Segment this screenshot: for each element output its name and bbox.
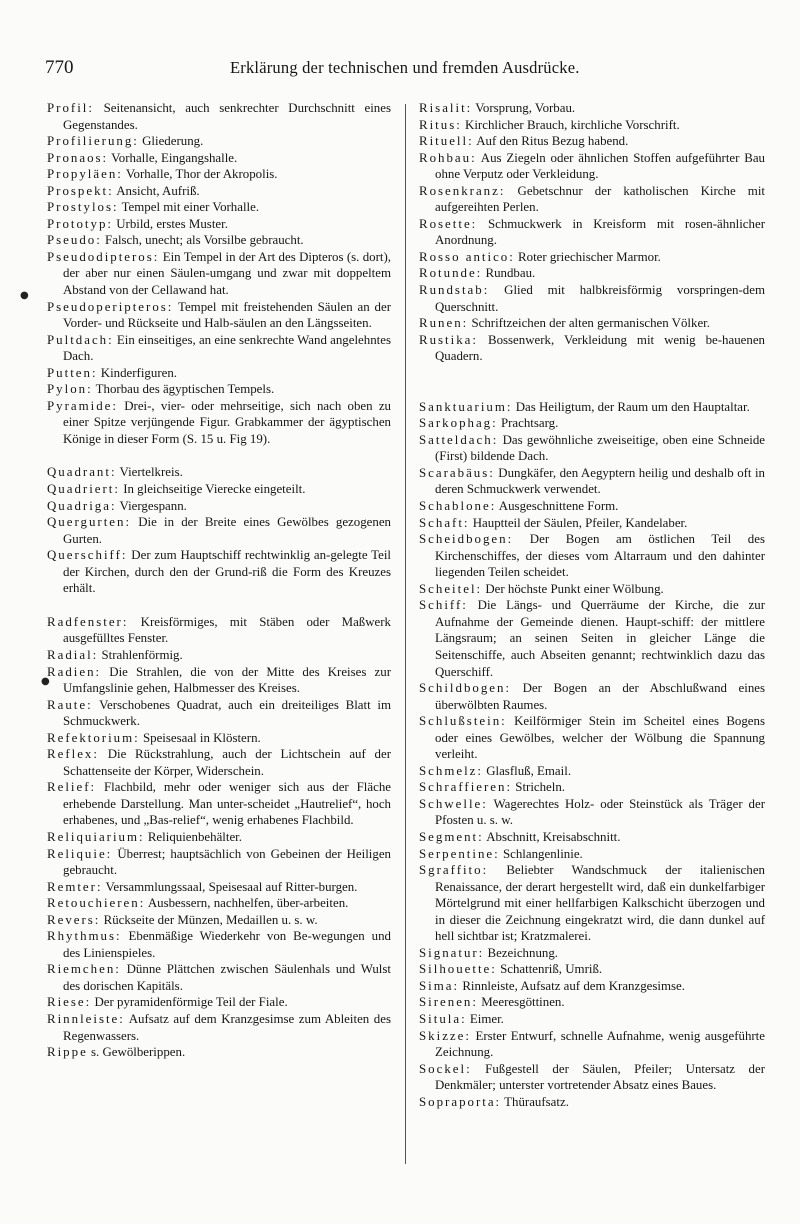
entry-term: Retouchieren: bbox=[47, 896, 146, 911]
glossary-entry bbox=[419, 713, 765, 763]
entry-term: Remter: bbox=[47, 879, 103, 894]
glossary-entry bbox=[47, 249, 391, 299]
entry-definition: Urbild, erstes Muster. bbox=[113, 216, 228, 231]
section-gap bbox=[47, 597, 391, 614]
glossary-entry bbox=[419, 1094, 765, 1111]
glossary-entry bbox=[47, 398, 391, 448]
glossary-entry bbox=[419, 1028, 765, 1061]
glossary-entry bbox=[47, 133, 391, 150]
entry-definition: Kirchlicher Brauch, kirchliche Vorschrift. bbox=[461, 117, 680, 132]
entry-definition: Roter griechischer Marmor. bbox=[514, 249, 661, 264]
glossary-entry bbox=[47, 912, 391, 929]
entry-term: Rosenkranz: bbox=[419, 183, 506, 198]
entry-term: Segment: bbox=[419, 829, 484, 844]
entry-definition: Ebenmäßige Wiederkehr von Be-wegungen und des Linienspieles. bbox=[63, 929, 391, 960]
entry-definition: Stricheln. bbox=[512, 780, 566, 795]
glossary-entry bbox=[419, 796, 765, 829]
entry-definition: s. Gewölberippen. bbox=[87, 1045, 186, 1060]
entry-term: Schmelz: bbox=[419, 763, 483, 778]
entry-term: Pyramide: bbox=[47, 398, 118, 413]
entry-definition: Speisesaal in Klöstern. bbox=[139, 730, 261, 745]
margin-mark: ● bbox=[41, 676, 50, 687]
entry-definition: Tempel mit einer Vorhalle. bbox=[118, 200, 260, 215]
entry-term: Quadrant: bbox=[47, 465, 117, 480]
entry-definition: Kinderfiguren. bbox=[97, 365, 177, 380]
entry-term: Rotunde: bbox=[419, 266, 483, 281]
entry-term: Skizze: bbox=[419, 1028, 471, 1043]
glossary-entry bbox=[419, 846, 765, 863]
glossary-entry bbox=[47, 994, 391, 1011]
glossary-entry bbox=[419, 133, 765, 150]
entry-definition: Ausgeschnittene Form. bbox=[496, 499, 619, 514]
glossary-entry bbox=[419, 216, 765, 249]
glossary-entry bbox=[47, 614, 391, 647]
entry-definition: Rinnleiste, Aufsatz auf dem Kranzgesimse. bbox=[459, 978, 685, 993]
entry-definition: Prachtsarg. bbox=[497, 416, 559, 431]
glossary-entry bbox=[47, 232, 391, 249]
entry-definition: Das Heiligtum, der Raum um den Hauptaltar. bbox=[512, 399, 750, 414]
entry-definition: Gliederung. bbox=[138, 134, 204, 149]
glossary-entry bbox=[47, 381, 391, 398]
entry-term: Schildbogen: bbox=[419, 681, 512, 696]
entry-term: Raute: bbox=[47, 697, 93, 712]
entry-term: Quadriert: bbox=[47, 482, 120, 497]
entry-definition: Rundbau. bbox=[482, 266, 536, 281]
entry-definition: Schriftzeichen der alten germanischen Völker. bbox=[468, 316, 710, 331]
entry-definition: Kreisförmiges, mit Stäben oder Maßwerk ausgefülltes Fenster. bbox=[63, 614, 391, 646]
glossary-entry bbox=[47, 746, 391, 779]
entry-term: Pseudoperipteros: bbox=[47, 299, 174, 314]
entry-definition: Ein Tempel in der Art des Dipteros (s. dort), der aber nur einen Säulen-umgang und zwar mit doppeltem Abstand von der Cellawand hat. bbox=[63, 249, 391, 298]
entry-term: Quergurten: bbox=[47, 515, 132, 530]
glossary-entry bbox=[47, 664, 391, 697]
entry-definition: Meeresgöttinen. bbox=[477, 995, 565, 1010]
entry-definition: Die Längs- und Querräume der Kirche, die zur Aufnahme der Gemeinde dienen. Haupt-schiff: der mittlere Längsraum; an seinen Seiten in gleicher Länge die Seitenschiffe, auch Abseiten genannt; rechtwinklich dazu das Querschiff. bbox=[435, 598, 765, 679]
entry-definition: Gebetschnur der katholischen Kirche mit aufgereihten Perlen. bbox=[435, 183, 765, 215]
glossary-entry bbox=[47, 216, 391, 233]
entry-definition: Schattenriß, Umriß. bbox=[496, 962, 603, 977]
entry-definition: Verschobenes Quadrat, auch ein dreiteiliges Blatt im Schmuckwerk. bbox=[63, 697, 391, 729]
glossary-entry bbox=[47, 730, 391, 747]
glossary-entry bbox=[47, 365, 391, 382]
glossary-entry bbox=[47, 100, 391, 133]
entry-definition: Ausbessern, nachhelfen, über-arbeiten. bbox=[145, 896, 349, 911]
glossary-entry bbox=[47, 464, 391, 481]
glossary-entry bbox=[47, 1011, 391, 1044]
entry-definition: Dungkäfer, den Aegyptern heilig und deshalb oft in deren Schmuckwerk verwendet. bbox=[435, 465, 765, 497]
entry-definition: Hauptteil der Säulen, Pfeiler, Kandelaber. bbox=[469, 515, 688, 530]
entry-definition: Abschnitt, Kreisabschnitt. bbox=[483, 829, 621, 844]
entry-term: Ritus: bbox=[419, 117, 462, 132]
glossary-entry bbox=[419, 432, 765, 465]
glossary-entry bbox=[47, 514, 391, 547]
entry-term: Prospekt: bbox=[47, 183, 114, 198]
entry-term: Schiff: bbox=[419, 598, 468, 613]
glossary-entry bbox=[419, 829, 765, 846]
glossary-entry bbox=[47, 647, 391, 664]
entry-definition: Die Rückstrahlung, auch der Lichtschein auf der Schattenseite der Körper, Widerschein. bbox=[63, 747, 391, 778]
entry-term: Scheitel: bbox=[419, 581, 483, 596]
entry-definition: Keilförmiger Stein im Scheitel eines Bogens oder eines Gewölbes, welcher der Wölbung die Spannung verleiht. bbox=[435, 714, 765, 762]
page-number: 770 bbox=[45, 57, 74, 78]
entry-term: Quadriga: bbox=[47, 498, 117, 513]
glossary-entry bbox=[47, 547, 391, 597]
entry-term: Propyläen: bbox=[47, 167, 123, 182]
glossary-entry bbox=[419, 399, 765, 416]
glossary-entry bbox=[47, 961, 391, 994]
glossary-entry bbox=[419, 465, 765, 498]
entry-term: Radfenster: bbox=[47, 614, 129, 629]
entry-term: Scheidbogen: bbox=[419, 532, 514, 547]
glossary-entry bbox=[419, 332, 765, 365]
entry-term: Serpentine: bbox=[419, 846, 500, 861]
entry-term: Refektorium: bbox=[47, 730, 140, 745]
glossary-entry bbox=[419, 862, 765, 945]
entry-definition: Versammlungssaal, Speisesaal auf Ritter-burgen. bbox=[102, 879, 358, 894]
entry-definition: Schmuckwerk in Kreisform mit rosen-ähnlicher Anordnung. bbox=[435, 216, 765, 248]
entry-definition: Eimer. bbox=[466, 1011, 504, 1026]
glossary-entry bbox=[419, 961, 765, 978]
glossary-entry bbox=[47, 928, 391, 961]
section-gap bbox=[419, 365, 765, 399]
glossary-entry bbox=[419, 945, 765, 962]
entry-definition: Aus Ziegeln oder ähnlichen Stoffen aufgeführter Bau ohne Verputz oder Verkleidung. bbox=[435, 150, 765, 182]
entry-definition: Wagerechtes Holz- oder Steinstück als Träger der Pfosten u. s. w. bbox=[435, 796, 765, 828]
entry-definition: Der zum Hauptschiff rechtwinklig an-gelegte Teil der Kirchen, durch den der Grund-riß die Form des Kreuzes erhält. bbox=[63, 548, 391, 596]
entry-term: Signatur: bbox=[419, 945, 485, 960]
entry-definition: Tempel mit freistehenden Säulen an der Vorder- und Rückseite und Halb-säulen an den Längsseiten. bbox=[63, 299, 391, 331]
entry-definition: Ein einseitiges, an eine senkrechte Wand angelehntes Dach. bbox=[63, 332, 391, 364]
entry-term: Schablone: bbox=[419, 499, 497, 514]
entry-definition: Strahlenförmig. bbox=[98, 647, 183, 662]
left-column bbox=[47, 100, 391, 1061]
entry-term: Rustika: bbox=[419, 332, 478, 347]
entry-term: Sarkophag: bbox=[419, 416, 498, 431]
entry-definition: Erster Entwurf, schnelle Aufnahme, wenig ausgeführte Zeichnung. bbox=[435, 1028, 765, 1060]
entry-term: Rosette: bbox=[419, 216, 478, 231]
entry-definition: Viertelkreis. bbox=[116, 465, 183, 480]
entry-definition: Der Bogen am östlichen Teil des Kirchenschiffes, der dieses vom Altarraum und den dahinter liegenden Teilen scheidet. bbox=[435, 532, 765, 580]
glossary-entry bbox=[47, 895, 391, 912]
entry-term: Rosso antico: bbox=[419, 249, 515, 264]
entry-term: Schlußstein: bbox=[419, 714, 507, 729]
entry-term: Reliquie: bbox=[47, 846, 113, 861]
entry-definition: Rückseite der Münzen, Medaillen u. s. w. bbox=[100, 912, 318, 927]
entry-term: Prostylos: bbox=[47, 200, 119, 215]
entry-term: Sgraffito: bbox=[419, 863, 489, 878]
entry-term: Pseudodipteros: bbox=[47, 249, 160, 264]
entry-term: Runen: bbox=[419, 316, 469, 331]
entry-term: Radien: bbox=[47, 664, 102, 679]
entry-definition: In gleichseitige Vierecke eingeteilt. bbox=[119, 482, 306, 497]
glossary-entry bbox=[419, 978, 765, 995]
entry-term: Pylon: bbox=[47, 382, 93, 397]
entry-definition: Ansicht, Aufriß. bbox=[113, 183, 200, 198]
entry-term: Radial: bbox=[47, 647, 99, 662]
glossary-entry bbox=[47, 481, 391, 498]
entry-term: Scarabäus: bbox=[419, 465, 495, 480]
running-title: Erklärung der technischen und fremden Ausdrücke. bbox=[230, 58, 580, 77]
entry-term: Rohbau: bbox=[419, 150, 477, 165]
entry-definition: Der pyramidenförmige Teil der Fiale. bbox=[91, 995, 288, 1010]
entry-definition: Bezeichnung. bbox=[484, 945, 559, 960]
entry-term: Sanktuarium: bbox=[419, 399, 513, 414]
entry-definition: Vorsprung, Vorbau. bbox=[472, 101, 576, 115]
entry-definition: Die Strahlen, die von der Mitte des Kreises zur Umfangslinie gehen, Halbmesser des Kreises. bbox=[63, 664, 391, 696]
glossary-entry bbox=[419, 1011, 765, 1028]
entry-term: Sima: bbox=[419, 978, 460, 993]
glossary-entry bbox=[419, 1061, 765, 1094]
glossary-entry bbox=[47, 879, 391, 896]
glossary-entry bbox=[419, 581, 765, 598]
glossary-entry bbox=[419, 515, 765, 532]
entry-term: Riemchen: bbox=[47, 962, 121, 977]
glossary-entry bbox=[419, 183, 765, 216]
entry-definition: Flachbild, mehr oder weniger sich aus der Fläche erhebende Darstellung. Man unter-scheidet „Hautrelief“, hoch erhabenes, und „Bas-relief“, wenig erhabenes Flachbild. bbox=[63, 780, 391, 828]
glossary-entry bbox=[47, 697, 391, 730]
entry-term: Sockel: bbox=[419, 1061, 472, 1076]
glossary-entry bbox=[47, 829, 391, 846]
entry-term: Putten: bbox=[47, 365, 98, 380]
entry-definition: Thorbau des ägyptischen Tempels. bbox=[92, 382, 275, 397]
glossary-entry bbox=[419, 315, 765, 332]
entry-term: Schaft: bbox=[419, 515, 470, 530]
entry-definition: Glied mit halbkreisförmig vorspringen-dem Querschnitt. bbox=[435, 283, 765, 314]
column-divider bbox=[405, 104, 406, 1164]
glossary-entry bbox=[47, 183, 391, 200]
entry-definition: Glasfluß, Email. bbox=[482, 763, 572, 778]
right-column bbox=[419, 100, 765, 1110]
glossary-entry bbox=[47, 150, 391, 167]
entry-term: Situla: bbox=[419, 1011, 467, 1026]
entry-definition: Aufsatz auf dem Kranzgesimse zum Ableiten des Regenwassers. bbox=[63, 1011, 391, 1043]
entry-definition: Bossenwerk, Verkleidung mit wenig be-hauenen Quadern. bbox=[435, 332, 765, 364]
glossary-entry bbox=[419, 531, 765, 581]
glossary-entry bbox=[47, 779, 391, 829]
entry-definition: Thüraufsatz. bbox=[501, 1094, 569, 1109]
entry-term: Profil: bbox=[47, 101, 94, 115]
glossary-entry bbox=[419, 265, 765, 282]
entry-definition: Der Bogen an der Abschlußwand eines überwölbten Raumes. bbox=[435, 681, 765, 712]
entry-term: Revers: bbox=[47, 912, 101, 927]
glossary-entry bbox=[419, 779, 765, 796]
glossary-entry bbox=[419, 282, 765, 315]
glossary-entry bbox=[419, 249, 765, 266]
entry-term: Sopraporta: bbox=[419, 1094, 502, 1109]
entry-term: Reliquiarium: bbox=[47, 829, 145, 844]
entry-term: Silhouette: bbox=[419, 962, 497, 977]
glossary-entry bbox=[419, 100, 765, 117]
entry-definition: Auf den Ritus Bezug habend. bbox=[473, 134, 629, 149]
glossary-entry bbox=[419, 763, 765, 780]
margin-mark: ● bbox=[20, 290, 29, 301]
entry-term: Riese: bbox=[47, 995, 92, 1010]
entry-definition: Der höchste Punkt einer Wölbung. bbox=[482, 581, 664, 596]
glossary-entry bbox=[47, 846, 391, 879]
entry-term: Rinnleiste: bbox=[47, 1011, 125, 1026]
entry-term: Prototyp: bbox=[47, 216, 113, 231]
glossary-entry bbox=[419, 498, 765, 515]
glossary-entry bbox=[419, 994, 765, 1011]
entry-definition: Seitenansicht, auch senkrechter Durchschnitt eines Gegenstandes. bbox=[63, 101, 391, 132]
section-gap bbox=[47, 447, 391, 464]
entry-term: Pronaos: bbox=[47, 150, 109, 165]
glossary-entry bbox=[47, 199, 391, 216]
entry-term: Reflex: bbox=[47, 747, 99, 762]
entry-term: Pseudo: bbox=[47, 233, 102, 248]
entry-term: Relief: bbox=[47, 780, 97, 795]
entry-definition: Die in der Breite eines Gewölbes gezogenen Gurten. bbox=[63, 515, 391, 546]
entry-term: Rundstab: bbox=[419, 283, 490, 298]
entry-definition: Dünne Plättchen zwischen Säulenhals und Wulst des dorischen Kapitäls. bbox=[63, 962, 391, 993]
glossary-entry bbox=[47, 332, 391, 365]
entry-definition: Das gewöhnliche zweiseitige, oben eine Schneide (First) bildende Dach. bbox=[435, 432, 765, 464]
entry-definition: Überrest; hauptsächlich von Gebeinen der Heiligen gebraucht. bbox=[63, 846, 391, 878]
glossary-entry bbox=[47, 498, 391, 515]
entry-term: Pultdach: bbox=[47, 332, 114, 347]
entry-definition: Reliquienbehälter. bbox=[144, 829, 242, 844]
entry-term: Satteldach: bbox=[419, 432, 499, 447]
glossary-entry bbox=[47, 1044, 391, 1061]
glossary-entry bbox=[419, 117, 765, 134]
entry-definition: Beliebter Wandschmuck der italienischen Renaissance, der derart hergestellt wird, daß ein dunkelfarbiger Mörtelgrund mit einer hellfarbigen Kalkschicht überzogen und in dieser die Zeichnung eingekratzt wird, die dann dunkel auf hell sichtbar ist; Kratzmalerei. bbox=[435, 863, 765, 944]
entry-term: Querschiff: bbox=[47, 548, 128, 563]
entry-definition: Drei-, vier- oder mehrseitige, sich nach oben zu einer Spitze verjüngende Figur. Grabkammer der ägyptischen Könige in dieser Form (S. 15 u. Fig 19). bbox=[63, 398, 391, 446]
entry-term: Rituell: bbox=[419, 134, 474, 149]
entry-definition: Fußgestell der Säulen, Pfeiler; Untersatz der Denkmäler; unterster vortretender Absatz eines Baues. bbox=[435, 1061, 765, 1093]
entry-term: Rippe bbox=[47, 1045, 88, 1060]
entry-term: Risalit: bbox=[419, 101, 473, 115]
entry-definition: Vorhalle, Thor der Akropolis. bbox=[122, 167, 278, 182]
entry-term: Schwelle: bbox=[419, 796, 488, 811]
glossary-entry bbox=[419, 597, 765, 680]
page-header bbox=[45, 57, 765, 81]
entry-term: Sirenen: bbox=[419, 995, 478, 1010]
glossary-entry bbox=[47, 166, 391, 183]
glossary-entry bbox=[419, 415, 765, 432]
glossary-entry bbox=[47, 299, 391, 332]
entry-term: Rhythmus: bbox=[47, 929, 122, 944]
entry-definition: Falsch, unecht; als Vorsilbe gebraucht. bbox=[101, 233, 304, 248]
glossary-entry bbox=[419, 680, 765, 713]
entry-definition: Schlangenlinie. bbox=[499, 846, 583, 861]
entry-term: Profilierung: bbox=[47, 134, 139, 149]
entry-term: Schraffieren: bbox=[419, 780, 513, 795]
entry-definition: Viergespann. bbox=[116, 498, 187, 513]
glossary-entry bbox=[419, 150, 765, 183]
entry-definition: Vorhalle, Eingangshalle. bbox=[108, 150, 238, 165]
